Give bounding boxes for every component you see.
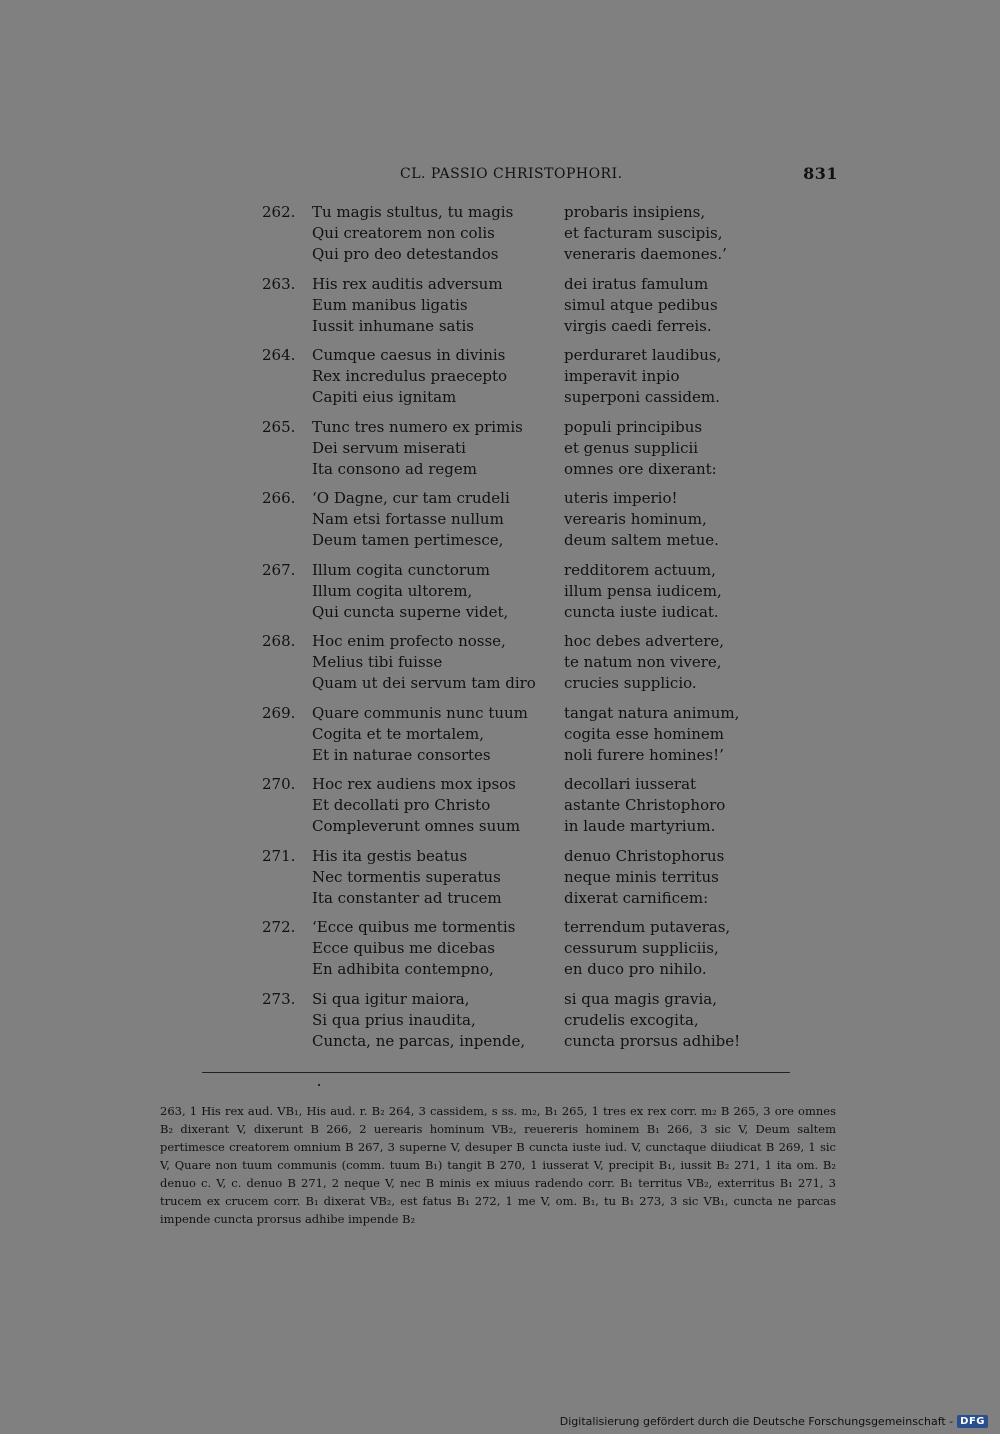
verse-first-half: Eum manibus ligatis — [312, 295, 468, 314]
verse-line — [262, 459, 782, 480]
verse-line — [262, 530, 782, 551]
verse-second-half: redditorem actuum, — [564, 560, 716, 579]
stanza — [262, 774, 782, 837]
stanza-number: 273. — [262, 989, 296, 1008]
stanza-number — [262, 530, 312, 551]
stanza-number: 270. — [262, 775, 296, 793]
stanza-number — [262, 724, 312, 745]
verse-first-half: Illum cogita ultorem, — [312, 581, 473, 600]
verse-first-half: Nec tormentis superatus — [312, 867, 501, 886]
verse-line — [262, 795, 782, 816]
stanza-number — [262, 602, 312, 623]
running-title: CL. PASSIO CHRISTOPHORI. — [400, 166, 623, 182]
verse-second-half: te natum non vivere, — [564, 653, 722, 671]
stanza-number: 268. — [262, 632, 296, 650]
verse-line — [262, 438, 782, 459]
stanza-number — [262, 867, 312, 888]
verse-second-half: uteris imperio! — [564, 489, 678, 507]
verse-second-half: astante Christophoro — [564, 796, 726, 814]
verse-first-half: Tu magis stultus, tu magis — [312, 203, 514, 221]
verse-line — [262, 938, 782, 959]
verse-second-half: cogita esse hominem — [564, 724, 724, 743]
verse-first-half: ‘Ecce quibus me tormentis — [312, 918, 516, 936]
stanza-number — [262, 366, 312, 387]
verse-line — [262, 774, 782, 795]
verse-first-half: His rex auditis adversum — [312, 274, 503, 293]
stanza-number — [262, 816, 312, 837]
stanza-number — [262, 581, 312, 602]
verse-line — [262, 345, 782, 366]
verse-line — [262, 745, 782, 766]
verse-second-half: en duco pro nihilo. — [564, 960, 707, 978]
verse-line — [262, 244, 782, 265]
poem-text — [262, 202, 782, 1060]
stanza-number: 263. — [262, 274, 296, 293]
verse-line — [262, 274, 782, 295]
stanza — [262, 202, 782, 265]
verse-second-half: denuo Christophorus — [564, 846, 725, 865]
verse-first-half: Deum tamen pertimesce, — [312, 531, 504, 549]
verse-first-half: Qui cuncta superne videt, — [312, 602, 509, 621]
stanza — [262, 989, 782, 1052]
funding-text: Digitalisierung gefördert durch die Deutsche Forschungsgemeinschaft - — [559, 1414, 954, 1428]
verse-second-half: veneraris daemones.’ — [564, 245, 727, 263]
dfg-logo: DFG — [957, 1415, 988, 1428]
divider-dot — [318, 1084, 320, 1086]
stanza-number — [262, 938, 312, 959]
verse-second-half: cuncta prorsus adhibe! — [564, 1031, 741, 1050]
verse-second-half: virgis caedi ferreis. — [564, 316, 712, 335]
verse-second-half: cuncta iuste iudicat. — [564, 602, 719, 621]
verse-first-half: Ita constanter ad trucem — [312, 888, 502, 907]
verse-first-half: Quare communis nunc tuum — [312, 703, 528, 722]
verse-first-half: Melius tibi fuisse — [312, 653, 443, 671]
verse-first-half: His ita gestis beatus — [312, 846, 468, 865]
verse-second-half: populi principibus — [564, 417, 703, 436]
verse-line — [262, 202, 782, 223]
verse-first-half: Hoc rex audiens mox ipsos — [312, 775, 516, 793]
verse-first-half: ‘O Dagne, cur tam crudeli — [312, 489, 510, 507]
verse-line — [262, 652, 782, 673]
stanza-number — [262, 673, 312, 694]
stanza-number — [262, 1010, 312, 1031]
stanza — [262, 488, 782, 551]
stanza — [262, 703, 782, 766]
verse-second-half: in laude martyrium. — [564, 817, 716, 835]
verse-line — [262, 867, 782, 888]
verse-first-half: En adhibita contempno, — [312, 960, 494, 978]
verse-line — [262, 846, 782, 867]
verse-first-half: Cumque caesus in divinis — [312, 346, 506, 364]
verse-line — [262, 509, 782, 530]
stanza-number: 272. — [262, 918, 296, 936]
stanza — [262, 846, 782, 909]
stanza-number — [262, 295, 312, 316]
verse-line — [262, 223, 782, 244]
verse-line — [262, 1031, 782, 1052]
verse-first-half: Tunc tres numero ex primis — [312, 417, 523, 436]
verse-first-half: Cuncta, ne parcas, inpende, — [312, 1031, 526, 1050]
stanza-number — [262, 387, 312, 408]
verse-line — [262, 724, 782, 745]
verse-line — [262, 673, 782, 694]
stanza-number: 264. — [262, 346, 296, 364]
verse-line — [262, 560, 782, 581]
verse-line — [262, 316, 782, 337]
stanza-number — [262, 459, 312, 480]
stanza-number: 271. — [262, 846, 296, 865]
stanza — [262, 631, 782, 694]
funding-footer — [560, 1412, 988, 1430]
verse-first-half: Et in naturae consortes — [312, 745, 491, 764]
verse-first-half: Et decollati pro Christo — [312, 796, 491, 814]
verse-first-half: Iussit inhumane satis — [312, 316, 474, 335]
stanza-number: 266. — [262, 489, 296, 507]
verse-first-half: Cogita et te mortalem, — [312, 724, 485, 743]
stanza-number — [262, 888, 312, 909]
verse-line — [262, 631, 782, 652]
stanza-number — [262, 652, 312, 673]
stanza-number — [262, 959, 312, 980]
verse-line — [262, 417, 782, 438]
stanza-number — [262, 1031, 312, 1052]
verse-second-half: simul atque pedibus — [564, 295, 718, 314]
verse-first-half: Dei servum miserati — [312, 438, 466, 457]
verse-first-half: Illum cogita cunctorum — [312, 560, 490, 579]
verse-first-half: Compleverunt omnes suum — [312, 817, 521, 835]
verse-first-half: Rex incredulus praecepto — [312, 367, 508, 385]
verse-second-half: illum pensa iudicem, — [564, 581, 722, 600]
footnote-apparatus: 263, 1 His rex aud. VB₁, His aud. r. B₂ 264, 3 cassidem, s ss. m₂, B₁ 265, 1 tres ex rex corr. m₂ B 265, 3 ore omnes B₂ dixerant V, dixerunt B 266, 2 uerearis hominum VB₂, reuereris hominem B₁ 266, 3 sic V, Deum saltem pertimesce creatorem omnium B 267, 3 superne V, desuper B cuncta iuste iud. V, cunctaque diiudicat B 269, 1 sic V, Quare non tuum communis (comm. tuum B₁) tangit B 270, 1 iusserat V, precipit B₁, iussit B₂ 271, 1 ita om. B₂ denuo c. V, c. denuo B 271, 2 neque V, nec B minis ex miuus radendo corr. B₁ territus VB₂, exterritus B₁ 271, 3 trucem ex crucem corr. B₁ dixerat VB₂, est fatus B₁ 272, 1 me V, om. B₁, tu B₁ 273, 3 sic VB₁, cuncta ne parcas impende cuncta prorsus adhibe impende B₂ — [160, 1104, 836, 1226]
stanza — [262, 917, 782, 980]
verse-line — [262, 602, 782, 623]
verse-second-half: si qua magis gravia, — [564, 989, 717, 1008]
verse-line — [262, 581, 782, 602]
stanza — [262, 560, 782, 623]
verse-second-half: crucies supplicio. — [564, 674, 697, 692]
stanza-number — [262, 795, 312, 816]
verse-second-half: dei iratus famulum — [564, 274, 709, 293]
verse-second-half: et facturam suscipis, — [564, 224, 723, 242]
verse-second-half: verearis hominum, — [564, 510, 707, 528]
verse-first-half: Qui creatorem non colis — [312, 224, 495, 242]
verse-second-half: terrendum putaveras, — [564, 918, 731, 936]
verse-first-half: Si qua prius inaudita, — [312, 1010, 476, 1029]
verse-second-half: crudelis excogita, — [564, 1010, 699, 1029]
verse-first-half: Capiti eius ignitam — [312, 388, 457, 406]
verse-second-half: superponi cassidem. — [564, 388, 720, 406]
verse-second-half: dixerat carnificem: — [564, 888, 709, 907]
footnotes — [160, 1102, 836, 1228]
verse-second-half: neque minis territus — [564, 867, 719, 886]
footnote-divider — [202, 1072, 790, 1073]
stanza — [262, 274, 782, 337]
verse-second-half: hoc debes advertere, — [564, 632, 725, 650]
stanza — [262, 417, 782, 480]
stanza-number — [262, 223, 312, 244]
stanza-number: 267. — [262, 560, 296, 579]
verse-first-half: Nam etsi fortasse nullum — [312, 510, 504, 528]
verse-line — [262, 888, 782, 909]
verse-second-half: deum saltem metue. — [564, 531, 719, 549]
verse-line — [262, 387, 782, 408]
stanza-number — [262, 745, 312, 766]
verse-line — [262, 488, 782, 509]
verse-first-half: Ecce quibus me dicebas — [312, 939, 495, 957]
verse-second-half: probaris insipiens, — [564, 203, 706, 221]
verse-first-half: Hoc enim profecto nosse, — [312, 632, 506, 650]
verse-line — [262, 989, 782, 1010]
verse-second-half: omnes ore dixerant: — [564, 459, 717, 478]
stanza-number — [262, 316, 312, 337]
verse-line — [262, 959, 782, 980]
verse-line — [262, 366, 782, 387]
stanza-number: 269. — [262, 703, 296, 722]
verse-second-half: tangat natura animum, — [564, 703, 740, 722]
verse-line — [262, 295, 782, 316]
page-header — [400, 164, 840, 188]
page-number: 831 — [803, 164, 838, 183]
stanza-number — [262, 244, 312, 265]
stanza-number — [262, 509, 312, 530]
verse-first-half: Qui pro deo detestandos — [312, 245, 499, 263]
verse-line — [262, 816, 782, 837]
verse-second-half: perduraret laudibus, — [564, 346, 722, 364]
verse-line — [262, 1010, 782, 1031]
verse-line — [262, 917, 782, 938]
verse-line — [262, 703, 782, 724]
verse-first-half: Si qua igitur maiora, — [312, 989, 470, 1008]
verse-second-half: decollari iusserat — [564, 775, 697, 793]
verse-first-half: Quam ut dei servum tam diro — [312, 674, 536, 692]
verse-second-half: cessurum suppliciis, — [564, 939, 719, 957]
verse-second-half: et genus supplicii — [564, 438, 699, 457]
verse-second-half: imperavit inpio — [564, 367, 680, 385]
stanza-number: 265. — [262, 417, 296, 436]
verse-second-half: noli furere homines!’ — [564, 745, 724, 764]
stanza-number: 262. — [262, 203, 296, 221]
stanza-number — [262, 438, 312, 459]
stanza — [262, 345, 782, 408]
verse-first-half: Ita consono ad regem — [312, 459, 478, 478]
